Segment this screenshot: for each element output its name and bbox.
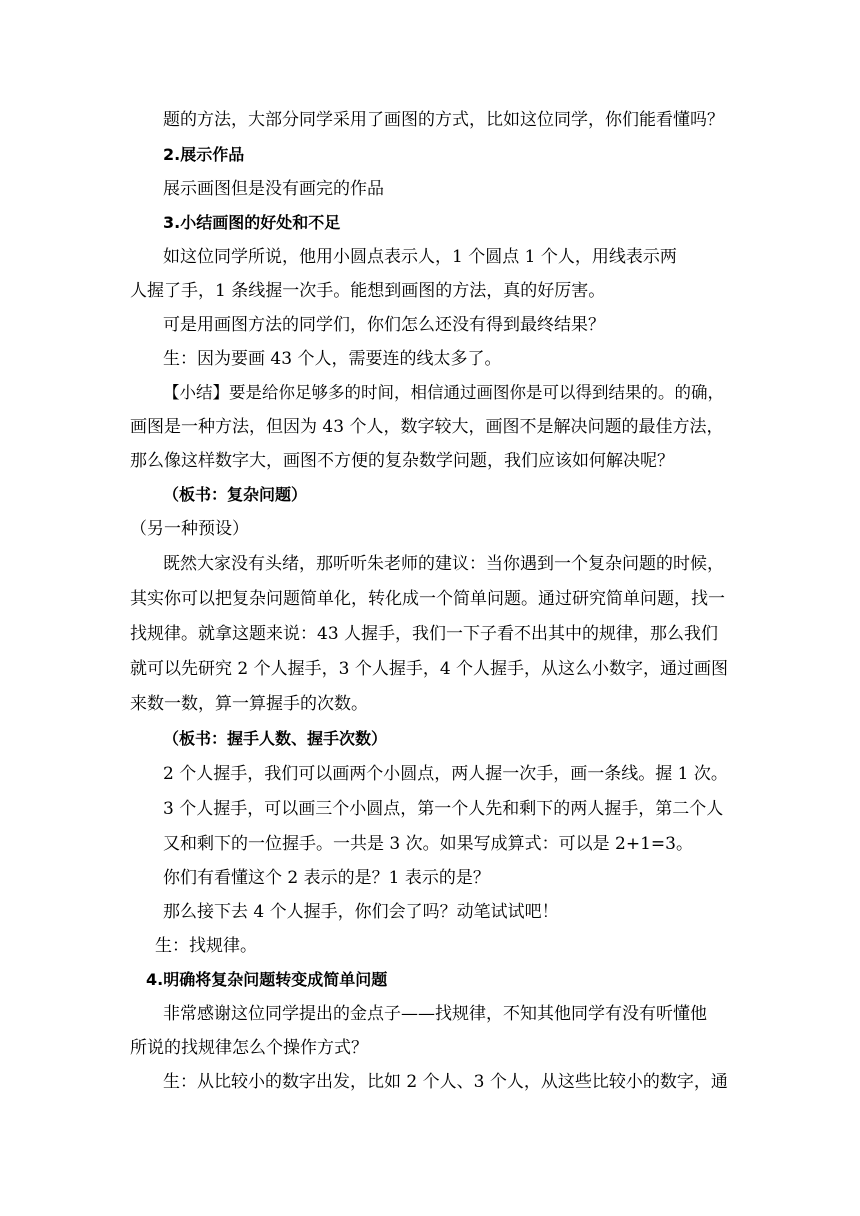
text-line: 3 个人握手，可以画三个小圆点，第一个人先和剩下的两人握手，第二个人 bbox=[163, 799, 724, 819]
section-heading: 4.明确将复杂问题转变成简单问题 bbox=[146, 970, 388, 989]
text-line: 2 个人握手，我们可以画两个小圆点，两人握一次手，画一条线。握 1 次。 bbox=[163, 764, 728, 784]
text-line: 画图是一种方法，但因为 43 个人，数字较大，画图不是解决问题的最佳方法， bbox=[130, 417, 724, 437]
text-line: 就可以先研究 2 个人握手，3 个人握手，4 个人握手，从这么小数字，通过画图 bbox=[130, 659, 729, 679]
text-line: 生：因为要画 43 个人，需要连的线太多了。 bbox=[163, 349, 502, 369]
board-note: （板书：握手人数、握手次数） bbox=[163, 729, 388, 748]
text-line: 找规律。就拿这题来说：43 人握手，我们一下子看不出其中的规律，那么我们 bbox=[130, 624, 719, 644]
section-heading: 3.小结画图的好处和不足 bbox=[163, 213, 341, 232]
text-line: 非常感谢这位同学提出的金点子——找规律，不知其他同学有没有听懂他 bbox=[163, 1004, 707, 1024]
text-line: 所说的找规律怎么个操作方式？ bbox=[130, 1038, 368, 1058]
section-heading: 2.展示作品 bbox=[163, 145, 245, 164]
text-line: 来数一数，算一算握手的次数。 bbox=[130, 694, 368, 714]
text-line: （另一种预设） bbox=[130, 519, 249, 539]
text-line: 你们有看懂这个 2 表示的是？1 表示的是？ bbox=[163, 868, 490, 888]
text-line: 那么像这样数字大，画图不方便的复杂数学问题，我们应该如何解决呢？ bbox=[130, 451, 674, 471]
text-line: 人握了手，1 条线握一次手。能想到画图的方法，真的好厉害。 bbox=[130, 281, 606, 301]
board-note: （板书：复杂问题） bbox=[163, 485, 308, 504]
text-line: 生：从比较小的数字出发，比如 2 个人、3 个人，从这些比较小的数字，通 bbox=[163, 1072, 728, 1092]
text-line: 那么接下去 4 个人握手，你们会了吗？动笔试试吧！ bbox=[163, 902, 559, 922]
text-line: 可是用画图方法的同学们，你们怎么还没有得到最终结果？ bbox=[163, 315, 605, 335]
text-line: 既然大家没有头绪，那听听朱老师的建议：当你遇到一个复杂问题的时候， bbox=[163, 554, 724, 574]
text-line: 生：找规律。 bbox=[155, 936, 257, 956]
text-line: 如这位同学所说，他用小圆点表示人，1 个圆点 1 个人，用线表示两 bbox=[163, 247, 677, 267]
text-line: 展示画图但是没有画完的作品 bbox=[163, 179, 384, 199]
text-line: 题的方法，大部分同学采用了画图的方式，比如这位同学，你们能看懂吗？ bbox=[163, 110, 724, 130]
text-line: 【小结】要是给你足够多的时间，相信通过画图你是可以得到结果的。的确， bbox=[163, 383, 724, 402]
text-line: 又和剩下的一位握手。一共是 3 次。如果写成算式：可以是 2+1=3。 bbox=[163, 834, 693, 854]
text-line: 其实你可以把复杂问题简单化，转化成一个简单问题。通过研究简单问题，找一 bbox=[130, 589, 725, 609]
